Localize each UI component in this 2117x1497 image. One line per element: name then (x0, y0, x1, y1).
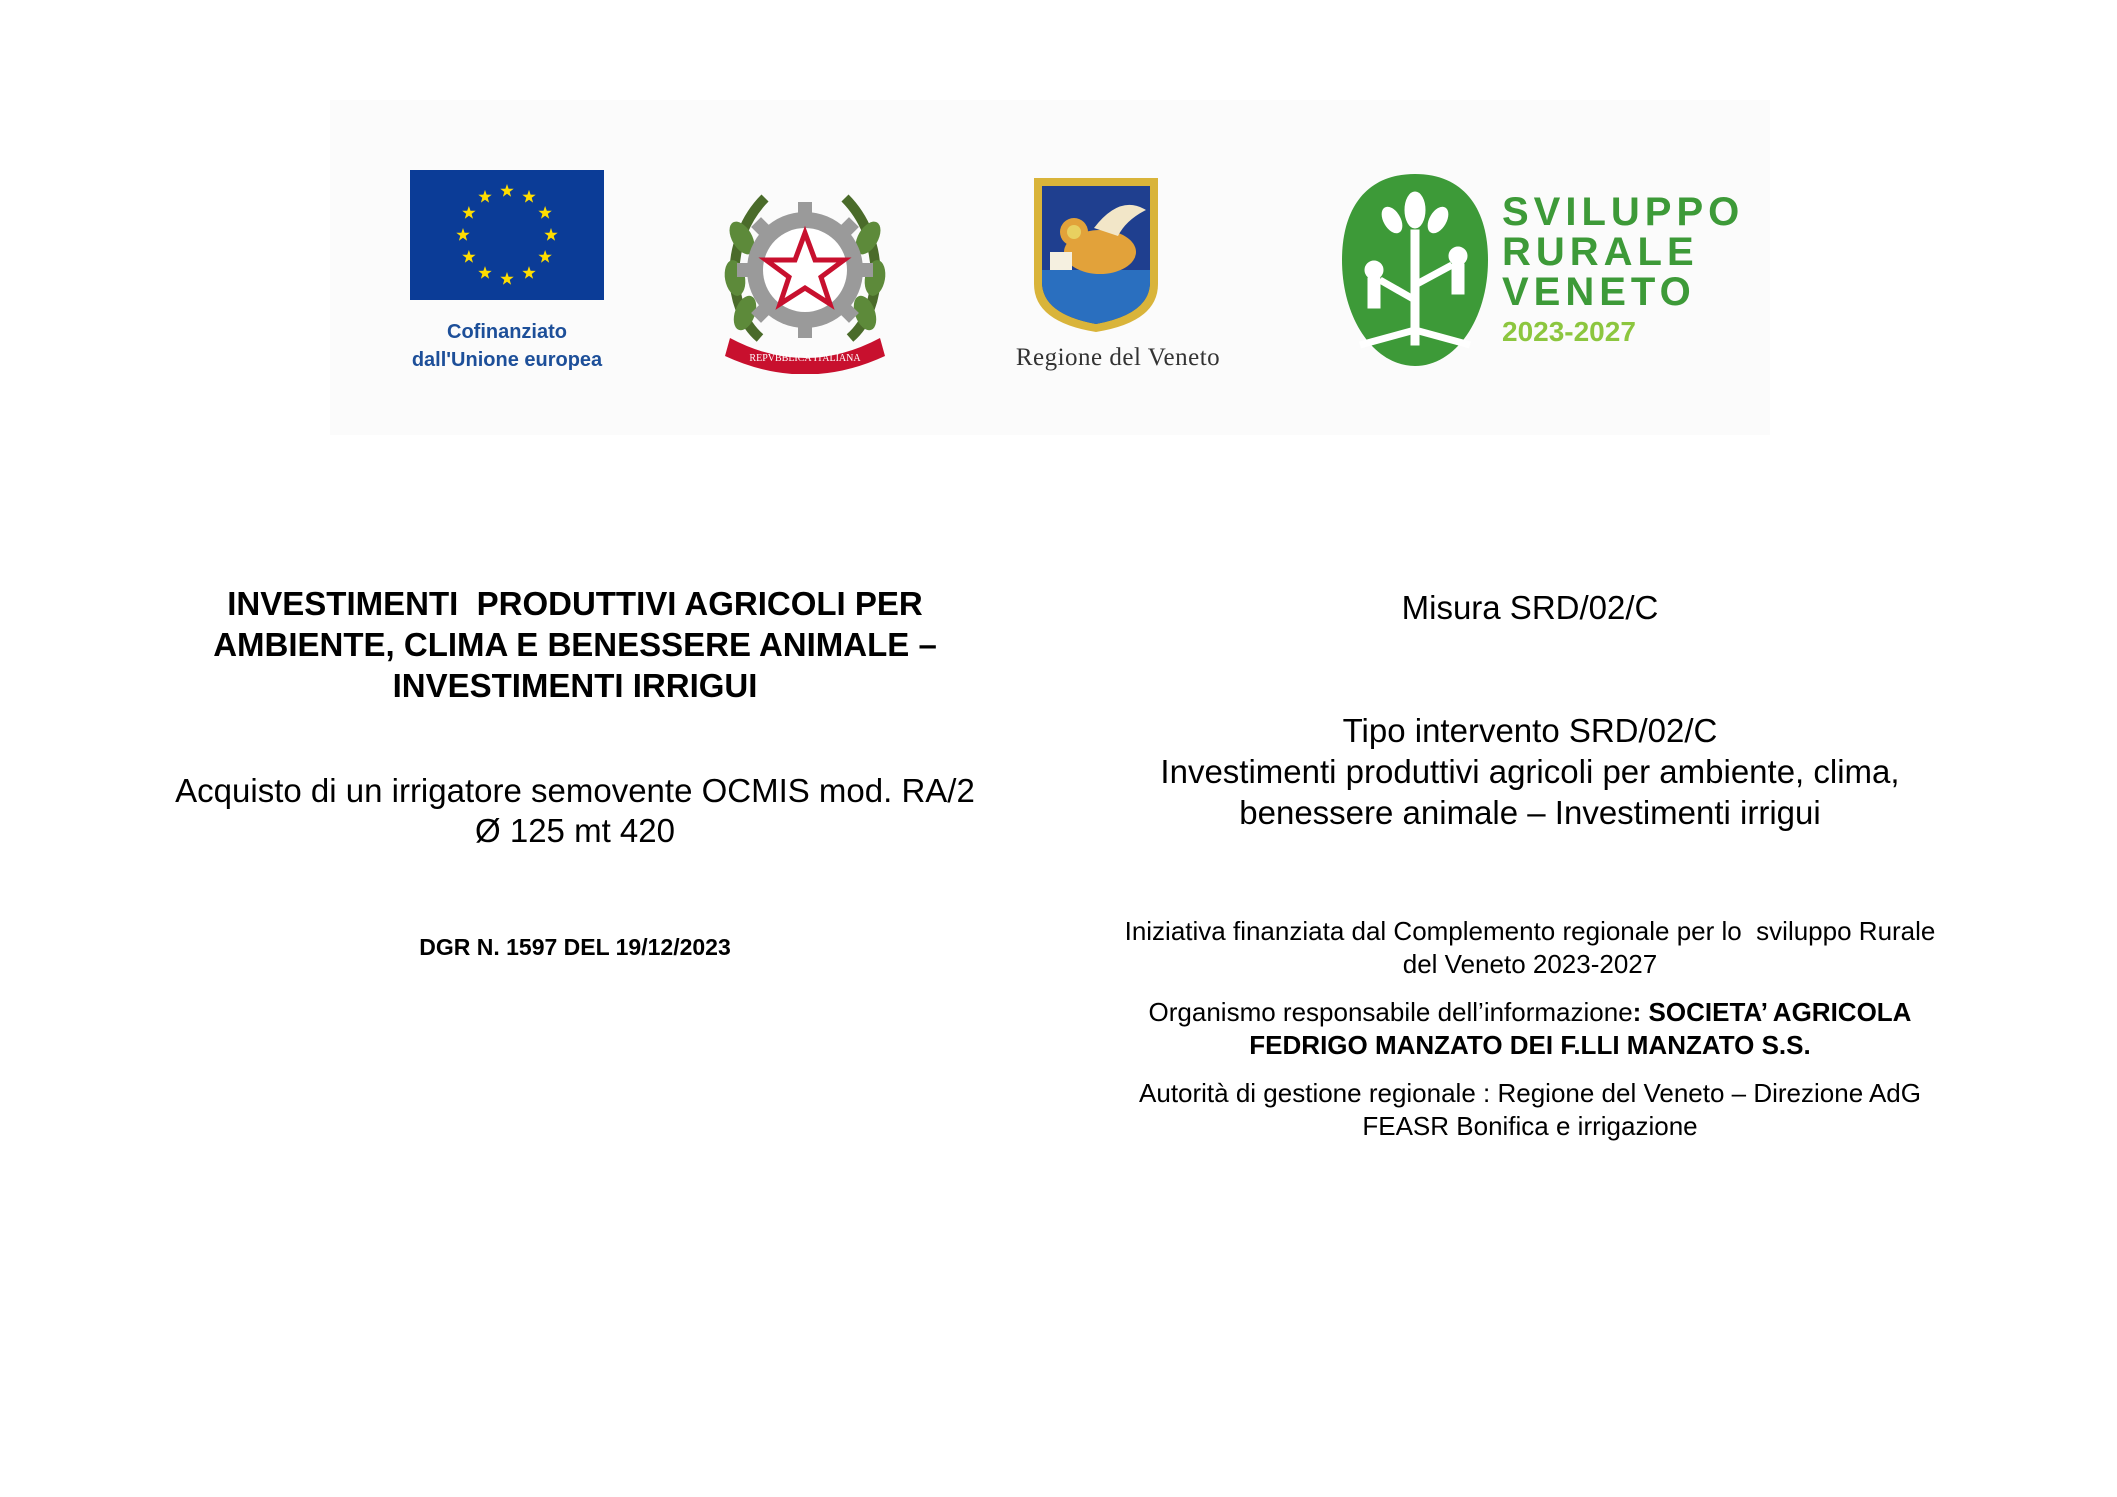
eu-star-icon (544, 228, 557, 241)
title-line1: INVESTIMENTI PRODUTTIVI AGRICOLI PER (227, 585, 923, 622)
tree-icon (1340, 170, 1490, 370)
eu-star-icon (462, 250, 475, 263)
eu-star-icon (500, 184, 513, 197)
veneto-lion-shield-icon (1030, 174, 1162, 334)
sviluppo-rurale-wordmark (1502, 192, 1744, 352)
eu-caption-line2: dall'Unione europea (411, 349, 603, 371)
eu-star-icon (522, 266, 535, 279)
management-authority (1070, 1077, 1990, 1143)
srv-line3: VENETO (1502, 270, 1696, 314)
responsible-organism (1070, 996, 1990, 1062)
eu-star-icon (538, 250, 551, 263)
dgr-reference: DGR N. 1597 DEL 19/12/2023 (419, 934, 731, 960)
info1-line1: Iniziativa finanziata dal Complemento regionale per lo sviluppo Rurale (1124, 916, 1936, 946)
eu-star-icon (522, 190, 535, 203)
tipo-line3: benessere animale – Investimenti irrigui (1239, 794, 1821, 831)
title-line2: AMBIENTE, CLIMA E BENESSERE ANIMALE – (213, 626, 937, 663)
regione-veneto-logo (988, 172, 1258, 382)
eu-star-icon (462, 206, 475, 219)
subtitle-line1: Acquisto di un irrigatore semovente OCMIS mod. RA/2 (175, 772, 975, 809)
eu-star-icon (478, 266, 491, 279)
tipo-line2: Investimenti produttivi agricoli per ambiente, clima, (1160, 753, 1900, 790)
svg-text:REPVBBLICA ITALIANA: REPVBBLICA ITALIANA (749, 353, 861, 364)
sviluppo-rurale-veneto-logo (1340, 170, 1745, 375)
info2-bold-line2: FEDRIGO MANZATO DEI F.LLI MANZATO S.S. (1249, 1030, 1811, 1060)
info3-line1: Autorità di gestione regionale : Regione del Veneto – Direzione AdG (1139, 1078, 1921, 1108)
info1-line2: del Veneto 2023-2027 (1402, 949, 1658, 979)
eu-star-icon (456, 228, 469, 241)
info2-bold-line1: : SOCIETA’ AGRICOLA (1632, 997, 1912, 1027)
eu-cofinanziato-logo (396, 170, 656, 380)
info3-line2: FEASR Bonifica e irrigazione (1362, 1111, 1698, 1141)
project-subtitle (125, 771, 1025, 851)
tipo-intervento (1070, 710, 1990, 833)
subtitle-line2: Ø 125 mt 420 (475, 812, 675, 849)
eu-star-icon (538, 206, 551, 219)
eu-caption (396, 318, 618, 374)
title-line3: INVESTIMENTI IRRIGUI (392, 667, 758, 704)
eu-star-icon (500, 272, 513, 285)
srv-years: 2023-2027 (1502, 316, 1636, 347)
italian-republic-emblem-icon (720, 178, 890, 374)
tipo-line1: Tipo intervento SRD/02/C (1342, 712, 1718, 749)
eu-caption-line1: Cofinanziato (447, 321, 567, 343)
veneto-caption: Regione del Veneto (1015, 344, 1221, 371)
funding-info (1070, 915, 1990, 981)
srv-line1: SVILUPPO (1502, 190, 1745, 234)
eu-flag-icon (410, 170, 604, 300)
project-title (125, 583, 1025, 706)
misura-label: Misura SRD/02/C (1401, 589, 1659, 626)
eu-star-icon (478, 190, 491, 203)
info2-label: Organismo responsabile dell’informazione (1148, 997, 1633, 1027)
srv-line2: RURALE (1502, 230, 1699, 274)
